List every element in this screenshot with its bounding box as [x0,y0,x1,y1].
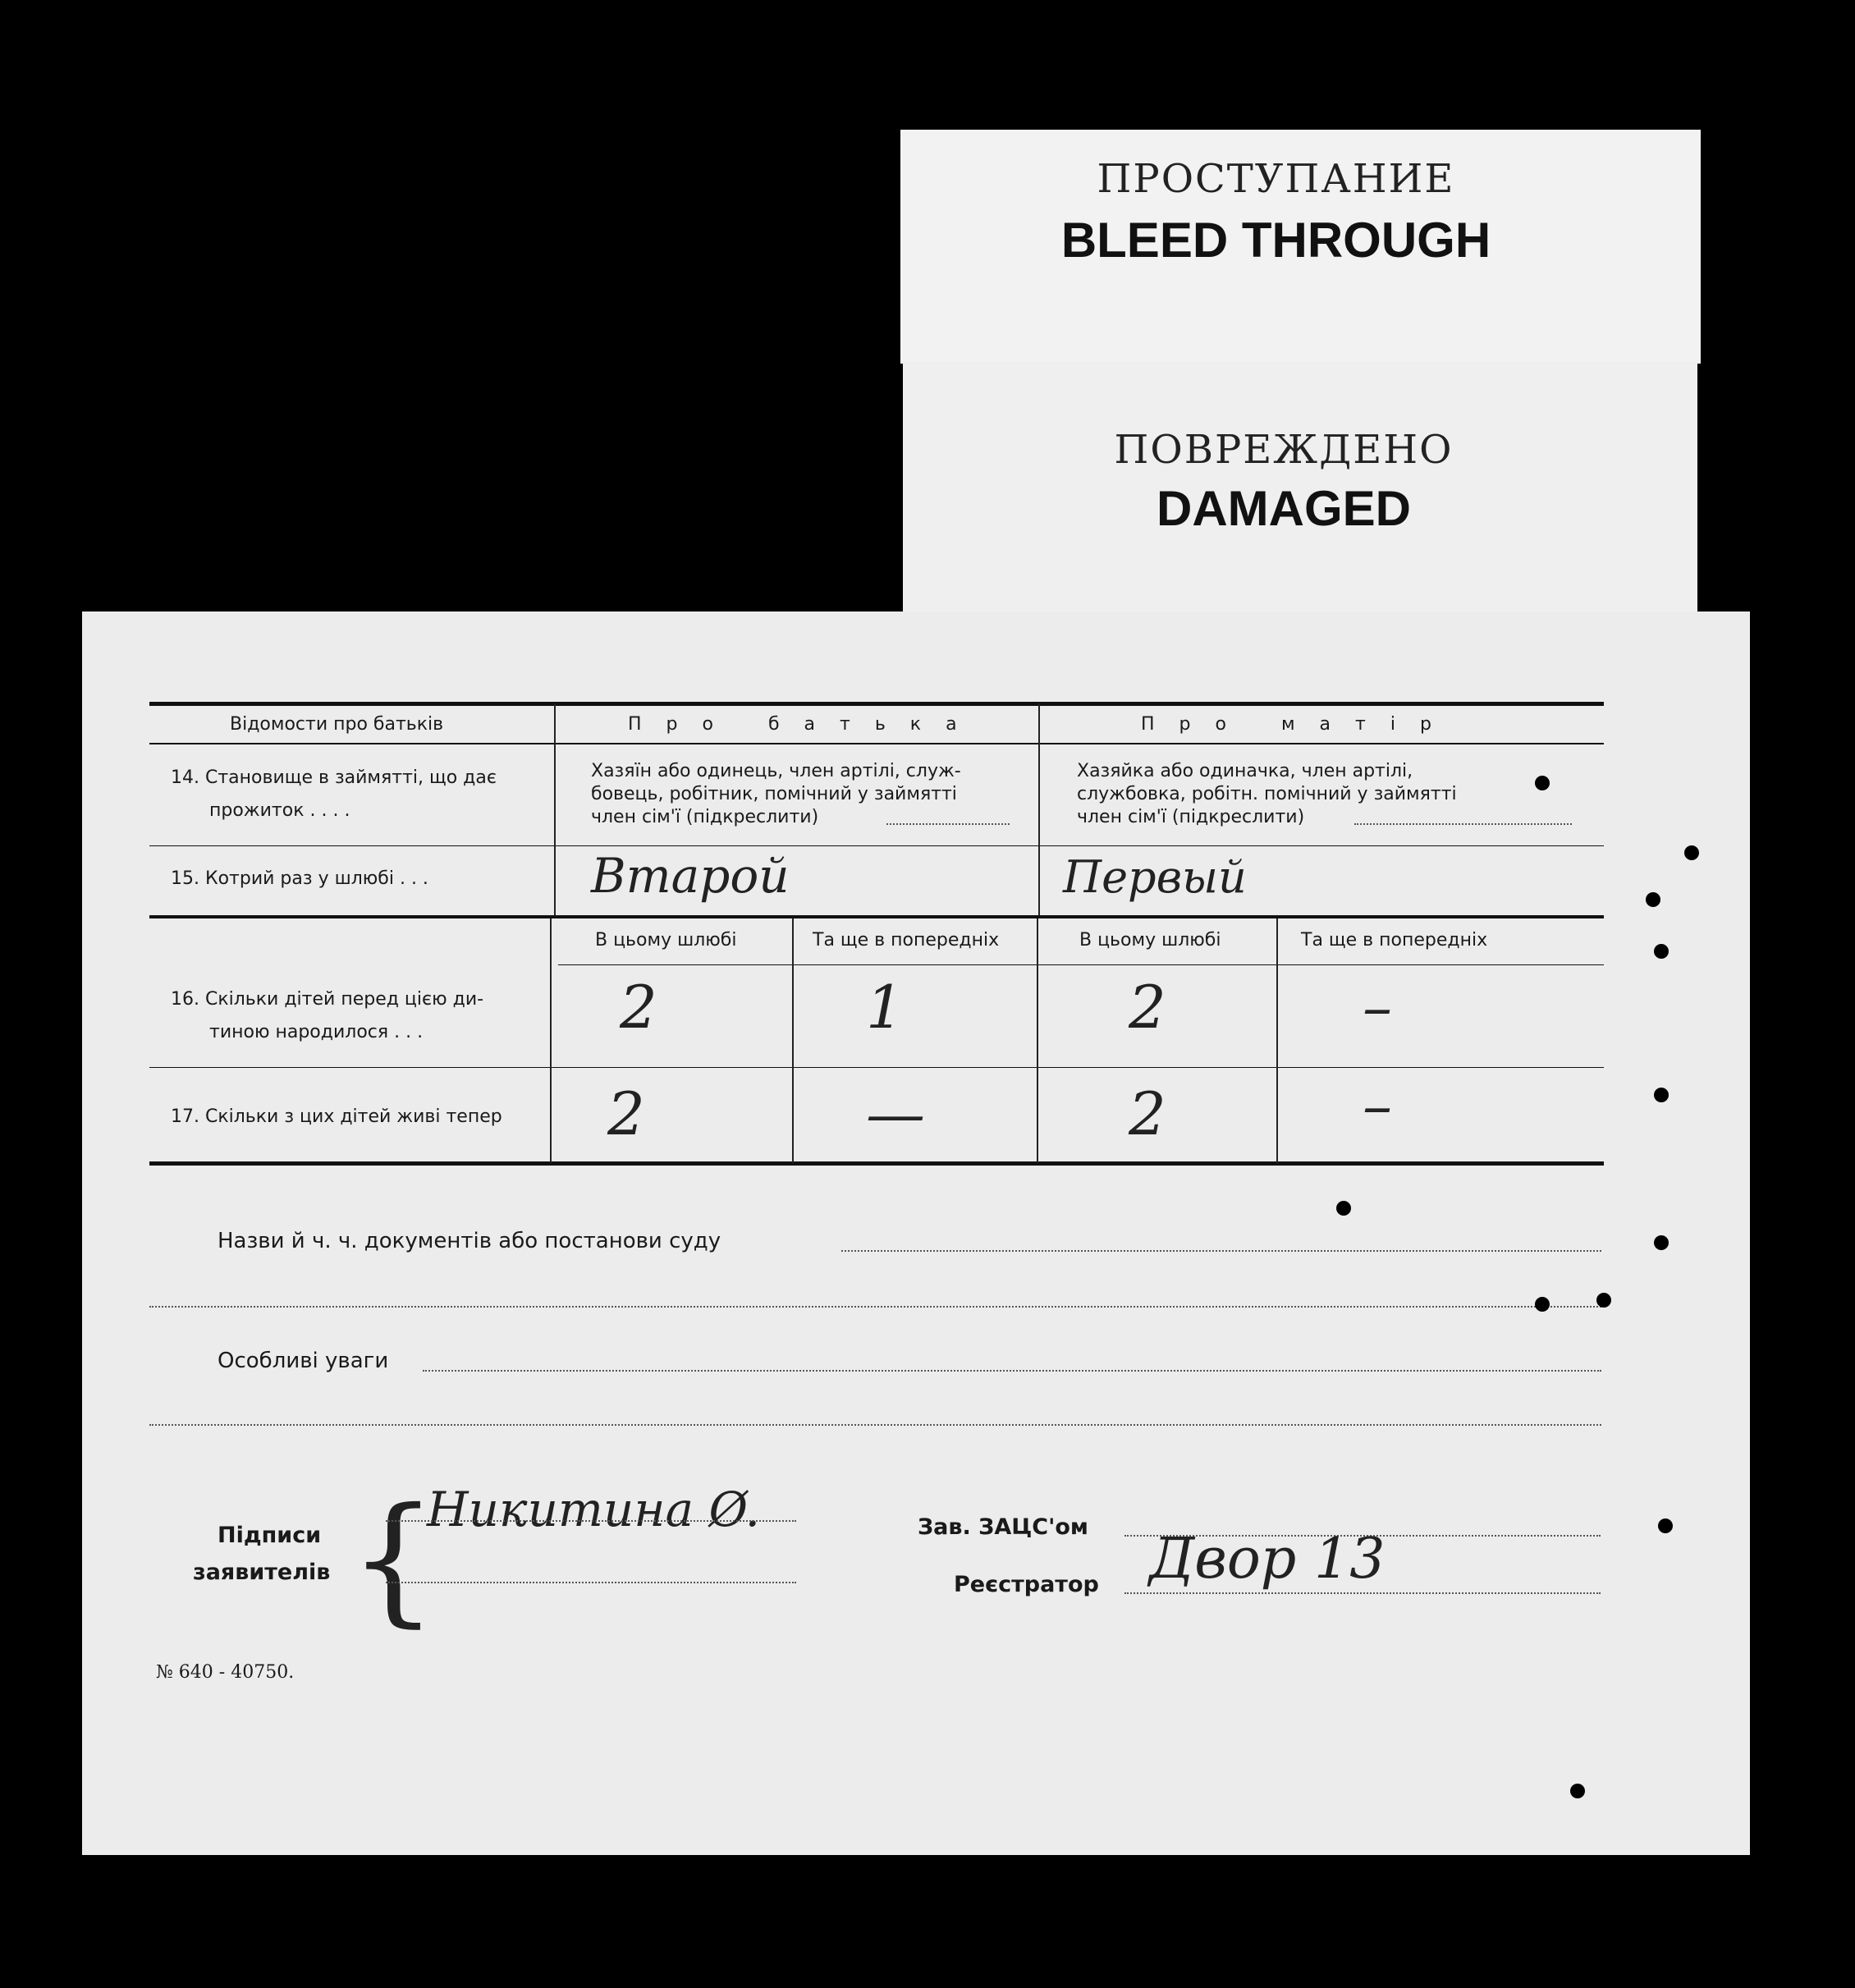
row14-mother-1: Хазяйка або одиначка, член артілі, [1077,761,1413,781]
punch-hole [1658,1518,1673,1533]
documents-label: Назви й ч. ч. документів або постанови суду [218,1229,721,1253]
row15-mother-value: Первый [1063,851,1247,903]
row16-mother-previous: – [1363,973,1392,1042]
row17-father-previous: — [866,1079,925,1148]
col-divider-2 [1038,703,1040,915]
bleed-through-ru: ПРОСТУПАНИЕ [1097,156,1455,202]
signatures-label-2: заявителів [193,1560,331,1585]
mother-previous: Та ще в попередніх [1301,930,1488,950]
row16-label-2: тиною народилося . . . [209,1022,424,1042]
punch-hole [1570,1784,1585,1798]
row14-father-3: член сім'ї (підкреслити) [591,807,819,827]
table-bottom-rule [149,1161,1604,1166]
col-divider-4 [792,918,794,1163]
punch-hole [1654,1088,1669,1102]
row14-mother-2: службовка, робітн. помічний у займятті [1077,784,1457,804]
punch-hole [1654,944,1669,959]
head-zags-label: Зав. ЗАЦС'ом [918,1514,1088,1540]
remarks-line-2 [149,1424,1601,1426]
bleed-through-card [900,130,1701,364]
punch-hole [1646,892,1660,907]
row16-father-previous: 1 [866,973,904,1042]
father-this-marriage: В цьому шлюбі [595,930,737,950]
registration-form [82,612,1750,1855]
row14-father-2: бовець, робітник, помічний у займятті [591,784,957,804]
applicant-signature-line-2 [386,1582,796,1583]
punch-hole [1596,1293,1611,1308]
registrar-signature: Двор 13 [1149,1527,1386,1592]
damaged-ru: ПОВРЕЖДЕНО [1114,427,1454,473]
remarks-line [423,1370,1601,1372]
row14-father-dots [886,823,1010,825]
punch-hole [1654,1235,1669,1250]
documents-line [841,1250,1601,1252]
row15-father-value: Втарой [591,848,790,904]
punch-hole [1535,776,1550,790]
punch-hole [1684,845,1699,860]
row14-father-1: Хазяїн або одинець, член артілі, служ- [591,761,961,781]
row14-mother-dots [1354,823,1572,825]
row14-mother-3: член сім'ї (підкреслити) [1077,807,1305,827]
punch-hole [1535,1297,1550,1312]
row17-label: 17. Скільки з цих дітей живі тепер [171,1106,502,1127]
col-divider-5 [1037,918,1038,1163]
bleed-through-en: BLEED THROUGH [1060,213,1491,268]
row16-rule [149,1067,1604,1068]
table-top-rule [149,702,1604,706]
row17-mother-previous: – [1363,1071,1392,1140]
row17-mother-this: 2 [1129,1079,1166,1148]
signatures-label-1: Підписи [218,1523,322,1548]
col-divider-6 [1276,918,1278,1163]
row16-father-this: 2 [620,973,657,1042]
father-previous: Та ще в попередніх [813,930,1000,950]
damaged-en: DAMAGED [1157,481,1411,536]
registrar-label: Реєстратор [954,1572,1099,1597]
row17-father-this: 2 [607,1079,645,1148]
documents-line-2 [149,1306,1601,1308]
header-parents-info: Відомости про батьків [230,714,444,735]
registrar-line [1124,1592,1601,1594]
header-rule [149,743,1604,744]
applicant-signature: Никитина Ø. [427,1482,761,1537]
row14-label-2: прожиток . . . . [209,800,350,821]
damaged-card [903,361,1697,612]
signatures-brace: { [349,1478,438,1641]
row14-rule [149,845,1604,846]
applicant-signature-line [386,1520,796,1522]
subheader-rule [558,964,1604,965]
header-father: Про батька [628,714,982,735]
col-divider-3 [550,918,552,1163]
row16-mother-this: 2 [1129,973,1166,1042]
row14-label-1: 14. Становище в займятті, що дає [171,767,497,788]
row16-label-1: 16. Скільки дітей перед цією ди- [171,989,484,1010]
row15-rule [149,915,1604,918]
mother-this-marriage: В цьому шлюбі [1079,930,1221,950]
punch-hole [1336,1201,1351,1216]
remarks-label: Особливі уваги [218,1349,389,1373]
row15-label: 15. Котрий раз у шлюбі . . . [171,868,428,889]
form-number: № 640 - 40750. [156,1662,295,1683]
header-mother: Про матір [1141,714,1456,735]
col-divider-1 [554,703,556,915]
